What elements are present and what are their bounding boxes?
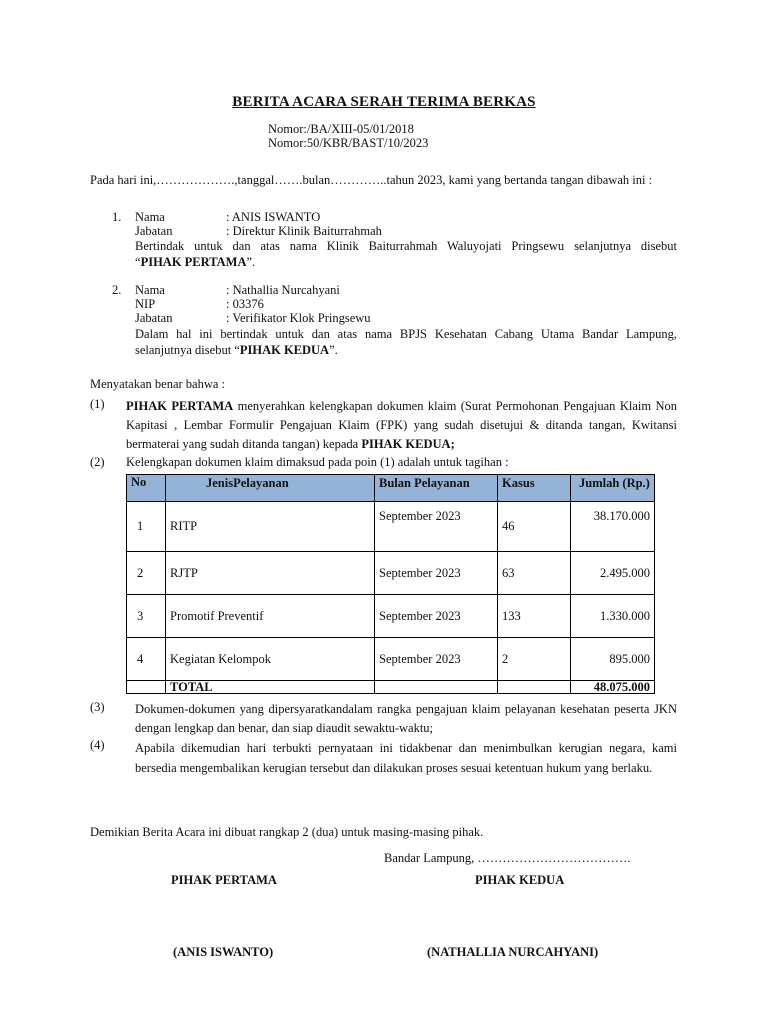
table-row bbox=[127, 595, 655, 638]
cell-jumlah: 1.330.000 bbox=[571, 595, 655, 638]
description-text: Dalam hal ini bertindak untuk dan atas nama BPJS Kesehatan Cabang Utama Bandar Lampung, bbox=[135, 327, 677, 341]
document-number-block bbox=[268, 122, 428, 150]
signature-role-right: PIHAK KEDUA bbox=[475, 873, 565, 887]
party-number: 1. bbox=[112, 210, 122, 224]
cell-bulan: September 2023 bbox=[375, 595, 498, 638]
party-description bbox=[135, 238, 677, 270]
field-label: Nama bbox=[135, 283, 165, 297]
cell-jumlah: 2.495.000 bbox=[571, 552, 655, 595]
field-label: Nama bbox=[135, 210, 165, 224]
quote-mark: ”. bbox=[246, 255, 256, 269]
signature-name-right: (NATHALLIA NURCAHYANI) bbox=[427, 945, 599, 959]
signature-name-left: (ANIS ISWANTO) bbox=[173, 945, 274, 959]
point-number: (2) bbox=[90, 455, 105, 469]
closing-statement: Demikian Berita Acara ini dibuat rangkap 2 (dua) untuk masing-masing pihak. bbox=[90, 825, 484, 839]
statement-heading: Menyatakan benar bahwa : bbox=[90, 377, 226, 391]
header-jumlah: Jumlah (Rp.) bbox=[571, 475, 655, 502]
header-jenis: JenisPelayanan bbox=[166, 475, 375, 502]
cell-bulan: September 2023 bbox=[375, 552, 498, 595]
cell-kasus: 46 bbox=[498, 502, 571, 552]
cell-bulan: September 2023 bbox=[375, 638, 498, 681]
party-role: PIHAK KEDUA bbox=[239, 343, 330, 357]
description-text: selanjutnya disebut “ bbox=[135, 343, 240, 357]
point-body: menyerahkan kelengkapan dokumen klaim (Surat Permohonan Pengajuan Klaim Non Kapitasi , Lembar Formulir Pengajuan Klaim (FPK) yang sudah disetujui & ditanda tangan, Kwitansi bermaterai yang sudah ditanda tangan) kepada bbox=[126, 399, 677, 451]
table-row bbox=[127, 552, 655, 595]
cell-kasus: 63 bbox=[498, 552, 571, 595]
signature-role-left: PIHAK PERTAMA bbox=[171, 873, 277, 887]
cell-no: 4 bbox=[127, 638, 166, 681]
cell-empty bbox=[498, 681, 571, 694]
cell-jenis: Promotif Preventif bbox=[166, 595, 375, 638]
cell-jenis: RITP bbox=[166, 502, 375, 552]
document-title: BERITA ACARA SERAH TERIMA BERKAS bbox=[232, 94, 536, 110]
point-number: (3) bbox=[90, 700, 105, 714]
quote-mark: “ bbox=[135, 255, 141, 269]
document-number: Nomor:50/KBR/BAST/10/2023 bbox=[268, 136, 429, 150]
claims-table bbox=[126, 474, 655, 694]
field-label: Jabatan bbox=[135, 311, 173, 325]
cell-jumlah: 895.000 bbox=[571, 638, 655, 681]
table-total-row bbox=[127, 681, 655, 694]
cell-kasus: 2 bbox=[498, 638, 571, 681]
party-number: 2. bbox=[112, 283, 122, 297]
party-role: PIHAK PERTAMA bbox=[126, 399, 234, 413]
cell-jumlah: 38.170.000 bbox=[571, 502, 655, 552]
header-bulan: Bulan Pelayanan bbox=[375, 475, 498, 502]
cell-no: 2 bbox=[127, 552, 166, 595]
field-value: : Nathallia Nurcahyani bbox=[226, 283, 340, 297]
party-description bbox=[135, 326, 677, 358]
field-label: NIP bbox=[135, 297, 156, 311]
field-value: : ANIS ISWANTO bbox=[226, 210, 321, 224]
cell-empty bbox=[127, 681, 166, 694]
cell-no: 3 bbox=[127, 595, 166, 638]
field-value: : Verifikator Klok Pringsewu bbox=[226, 311, 371, 325]
header-no: No bbox=[127, 475, 166, 502]
intro-paragraph: Pada hari ini,……………….,tanggal…….bulan…………..tahun 2023, kami yang bertanda tangan dibawah ini : bbox=[90, 173, 653, 187]
total-value: 48.075.000 bbox=[571, 681, 655, 694]
cell-empty bbox=[375, 681, 498, 694]
header-kasus: Kasus bbox=[498, 475, 571, 502]
point-number: (4) bbox=[90, 738, 105, 752]
point-four-text: Apabila dikemudian hari terbukti pernyataan ini tidakbenar dan menimbulkan kerugian negara, kami bersedia mengembalikan kerugian tersebut dan dilakukan proses sesuai ketentuan hukum yang berlaku. bbox=[135, 741, 677, 775]
party-role: PIHAK PERTAMA bbox=[140, 255, 247, 269]
cell-jenis: RJTP bbox=[166, 552, 375, 595]
table-row bbox=[127, 638, 655, 681]
point-number: (1) bbox=[90, 397, 105, 411]
point-one-text bbox=[126, 397, 677, 454]
party-role: PIHAK KEDUA; bbox=[361, 437, 455, 451]
total-label: TOTAL bbox=[166, 681, 375, 694]
quote-mark: ”. bbox=[329, 343, 338, 357]
point-two-text: Kelengkapan dokumen klaim dimaksud pada poin (1) adalah untuk tagihan : bbox=[126, 455, 509, 469]
place-date: Bandar Lampung, ………………………………. bbox=[384, 851, 631, 865]
cell-bulan: September 2023 bbox=[375, 502, 498, 552]
cell-no: 1 bbox=[127, 502, 166, 552]
description-text: Bertindak untuk dan atas nama Klinik Baiturrahmah Waluyojati Pringsewu selanjutnya disebut bbox=[135, 239, 677, 253]
table-header-row bbox=[127, 475, 655, 502]
document-number: Nomor:/BA/XIII-05/01/2018 bbox=[268, 122, 414, 136]
cell-kasus: 133 bbox=[498, 595, 571, 638]
table-row bbox=[127, 502, 655, 552]
field-value: : 03376 bbox=[226, 297, 264, 311]
point-three-text: Dokumen-dokumen yang dipersyaratkandalam rangka pengajuan klaim pelayanan kesehatan peserta JKN dengan lengkap dan benar, dan siap diaudit sewaktu-waktu; bbox=[135, 702, 677, 735]
field-value: : Direktur Klinik Baiturrahmah bbox=[226, 224, 382, 238]
cell-jenis: Kegiatan Kelompok bbox=[166, 638, 375, 681]
field-label: Jabatan bbox=[135, 224, 173, 238]
